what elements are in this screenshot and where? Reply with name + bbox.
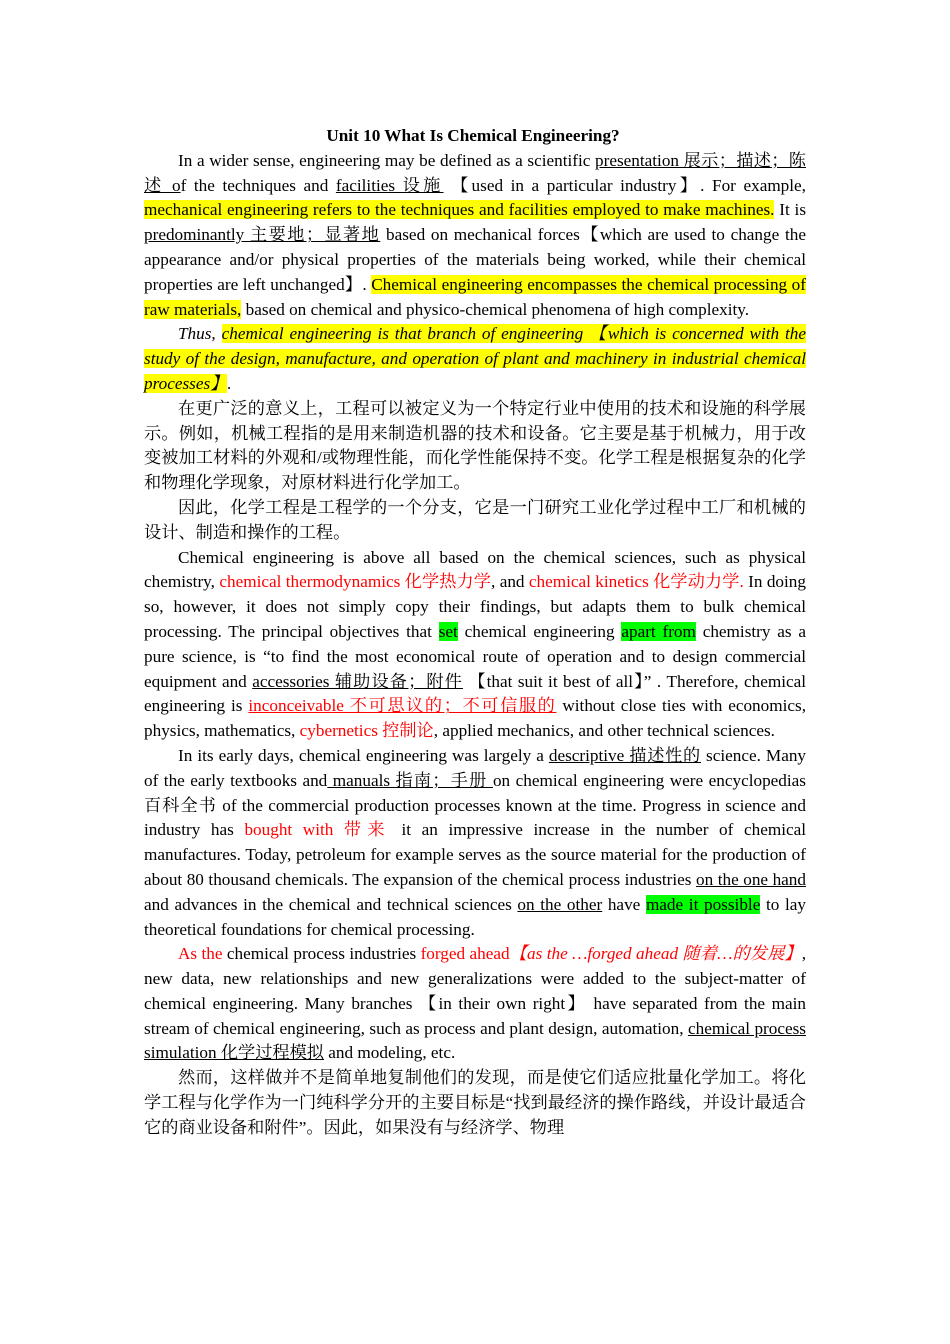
vocab-accessories: accessories 辅助设备；附件	[252, 671, 463, 691]
highlight-mechanical-engineering: mechanical engineering refers to the techniques and facilities employed to make machines.	[144, 200, 775, 220]
highlight-chemical-engineering: Chemical engineering encompasses the chemical processing of raw materials,	[144, 274, 806, 319]
paragraph-6	[144, 744, 806, 942]
phrase-forged-ahead: forged ahead	[420, 944, 510, 964]
text-run: , applied mechanics, and other technical sciences.	[433, 721, 775, 741]
note-forged-ahead: 【as the …forged ahead 随着…的发展】	[509, 944, 802, 964]
highlight-apart-from: apart from	[621, 621, 696, 641]
text-run: have	[602, 894, 646, 914]
vocab-presentation: presentation 展示；描述；陈述 o	[144, 150, 806, 195]
text-run: chemical process industries	[222, 944, 421, 964]
text-run: , new data, new relationships and new generalizations were added to the subject-matter of chemical engineering. Many branches 【in their own right】 have separated from the main stream of chemical engineering, such as process and plant design, automation,	[144, 944, 806, 1038]
text-run: It is	[774, 200, 807, 220]
document-page	[144, 124, 806, 1141]
paragraph-7	[144, 942, 806, 1066]
vocab-predominantly: predominantly 主要地；显著地	[144, 225, 381, 245]
vocab-facilities: facilities 设施	[335, 175, 444, 195]
text-run: chemistry as a pure science, is “to find the most economical route of operation and to design commercial equipment and	[144, 621, 806, 691]
text-run: Thus,	[178, 324, 222, 344]
vocab-kinetics: chemical kinetics 化学动力学.	[528, 572, 744, 592]
vocab-manuals: manuals 指南；手册	[327, 770, 493, 790]
vocab-thermodynamics: chemical thermodynamics 化学热力学	[219, 572, 492, 592]
text-run: 【that suit it best of all】” . Therefore, chemical engineering is	[144, 671, 807, 716]
document-title: Unit 10 What Is Chemical Engineering?	[326, 126, 620, 145]
text-run: , and	[491, 572, 529, 592]
text-run: Chemical engineering is above all based on the chemical sciences, such as physical chemistry,	[144, 547, 806, 592]
text-run: based on chemical and physico-chemical phenomena of high complexity.	[241, 299, 750, 319]
text-run: chemical engineering	[457, 621, 622, 641]
text-run: without close ties with economics, physics, mathematics,	[144, 696, 807, 741]
vocab-descriptive: descriptive 描述性的	[548, 745, 701, 765]
vocab-bought-with: bought with 带来	[244, 820, 391, 840]
text-run: and modeling, etc.	[324, 1043, 456, 1063]
text-run: and advances in the chemical and technical sciences	[144, 894, 518, 914]
paragraph-4-chinese: 因此，化学工程是工程学的一个分支，它是一门研究工业化学过程中工厂和机械的设计、制造和操作的工程。	[144, 497, 806, 542]
text-run: In doing so, however, it does not simply copy their findings, but adapts them to bulk chemical processing. The principal objectives that	[144, 572, 806, 641]
text-run: In its early days, chemical engineering was largely a	[178, 745, 549, 765]
text-run: f the techniques and	[180, 175, 336, 195]
phrase-as-the: As the	[178, 944, 223, 964]
highlight-definition: chemical engineering is that branch of engineering 【which is concerned with the study of the design, manufacture, and operation of plant and machinery in industrial chemical processes】	[144, 324, 806, 393]
highlight-set: set	[438, 621, 458, 641]
paragraph-2	[144, 322, 806, 396]
vocab-cybernetics: cybernetics 控制论	[299, 721, 434, 741]
text-run: on chemical engineering were encyclopedias 百科全书 of the commercial production processes known at the time. Progress in science and industry has	[144, 770, 806, 840]
paragraph-5	[144, 546, 806, 744]
highlight-made-it-possible: made it possible	[645, 894, 761, 914]
paragraph-3-chinese: 在更广泛的意义上，工程可以被定义为一个特定行业中使用的技术和设施的科学展示。例如，机械工程指的是用来制造机器的技术和设备。它主要是基于机械力，用于改变被加工材料的外观和/或物理性能，而化学性能保持不变。化学工程是根据复杂的化学和物理化学现象，对原材料进行化学加工。	[144, 398, 806, 493]
text-run: to lay theoretical foundations for chemical processing.	[144, 894, 806, 939]
text-run: .	[227, 373, 232, 393]
paragraph-1	[144, 149, 806, 323]
text-run: it an impressive increase in the number of chemical manufactures. Today, petroleum for example serves as the source material for the production of about 80 thousand chemicals. The expansion of the chemical process industries	[144, 820, 806, 889]
phrase-on-the-one-hand: on the one hand	[696, 869, 806, 889]
paragraph-8-chinese: 然而，这样做并不是简单地复制他们的发现，而是使它们适应批量化学加工。将化学工程与化学作为一门纯科学分开的主要目标是“找到最经济的操作路线，并设计最适合它的商业设备和附件”。因此，如果没有与经济学、物理	[144, 1068, 806, 1137]
text-run: In a wider sense, engineering may be defined as a scientific	[178, 150, 596, 170]
text-run: based on mechanical forces【which are used to change the appearance and/or physical properties of the materials being worked, while their chemical properties are left unchanged】.	[144, 225, 806, 294]
vocab-inconceivable: inconceivable 不可思议的；不可信服的	[248, 696, 557, 716]
vocab-process-simulation: chemical process simulation 化学过程模拟	[144, 1018, 806, 1063]
phrase-on-the-other: on the other	[517, 894, 603, 914]
text-run: 【used in a particular industry】. For example,	[443, 175, 806, 195]
text-run: science. Many of the early textbooks and	[144, 745, 807, 790]
